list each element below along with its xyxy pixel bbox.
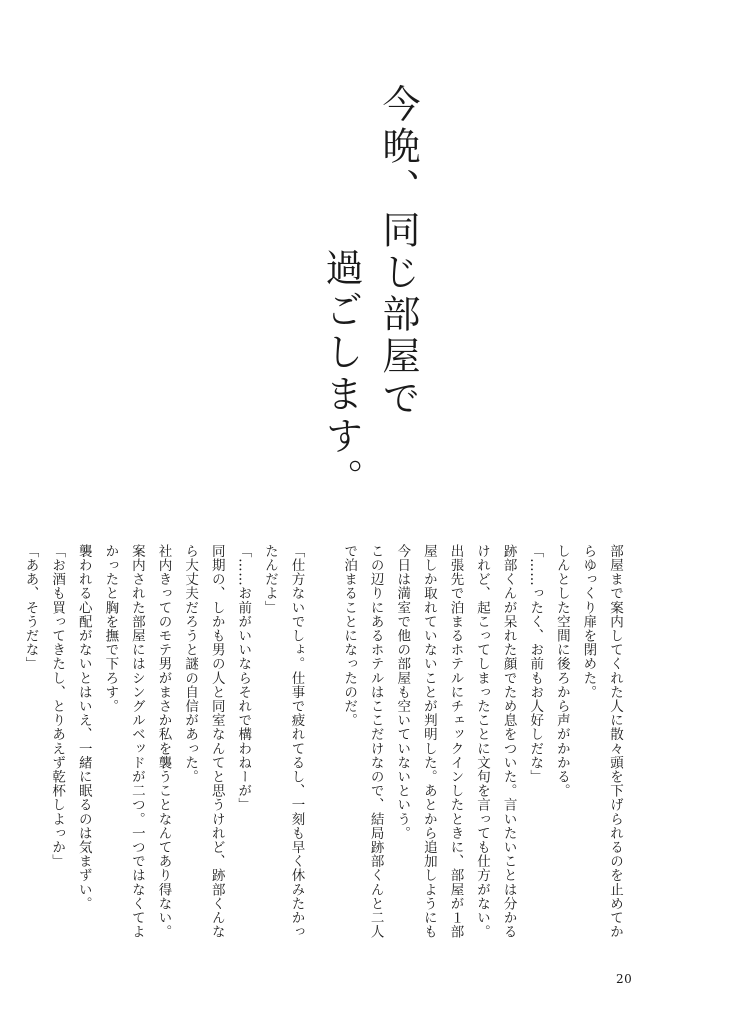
paragraph: この辺りにあるホテルはここだけなので、結局跡部くんと二人で泊まることになったのだ。 <box>341 544 384 939</box>
paragraph: 「ああ、そうだな」 <box>22 544 39 671</box>
paragraph: 社内きってのモテ男がまさか私を襲うことなんてあり得ない。 <box>155 544 172 939</box>
body-text <box>22 544 628 944</box>
title-line-1: 今晩、同じ部屋で <box>376 84 420 420</box>
paragraph: 部屋まで案内してくれた人に散々頭を下げられるのを止めてからゆっくり扉を閉めた。 <box>580 544 623 939</box>
paragraph: 跡部くんが呆れた顔でため息をついた。言いたいことは分かるけれど、起こってしまったことに文句を言っても仕方がない。 <box>474 544 517 939</box>
paragraph: 「……お前がいいならそれで構わねーが」 <box>235 544 252 812</box>
paragraph: 案内された部屋にはシングルベッドが二つ。一つではなくてよかったと胸を撫で下ろす。 <box>102 544 145 939</box>
paragraph: 「仕方ないでしょ。仕事で疲れてるし、一刻も早く休みたかったんだよ」 <box>261 544 305 939</box>
paragraph: 出張先で泊まるホテルにチェックインしたときに、部屋が１部屋しか取れていないことが判明した。あとから追加しようにも今日は満室で他の部屋も空いていないという。 <box>394 544 464 939</box>
paragraph: 同期の、しかも男の人と同室なんてと思うけれど、跡部くんなら大丈夫だろうと謎の自信があった。 <box>182 544 225 939</box>
title-line-2: 過ごします。 <box>319 248 363 500</box>
paragraph: 襲われる心配がないとはいえ、一緒に眠るのは気まずい。 <box>75 544 92 911</box>
paragraph: 「……ったく、お前もお人好しだな」 <box>527 544 544 784</box>
page-number: 20 <box>616 972 633 986</box>
paragraph: しんとした空間に後ろから声がかかる。 <box>553 544 570 798</box>
paragraph: 「お酒も買ってきたし、とりあえず乾杯しよっか」 <box>49 544 66 869</box>
column-gap <box>309 544 335 944</box>
